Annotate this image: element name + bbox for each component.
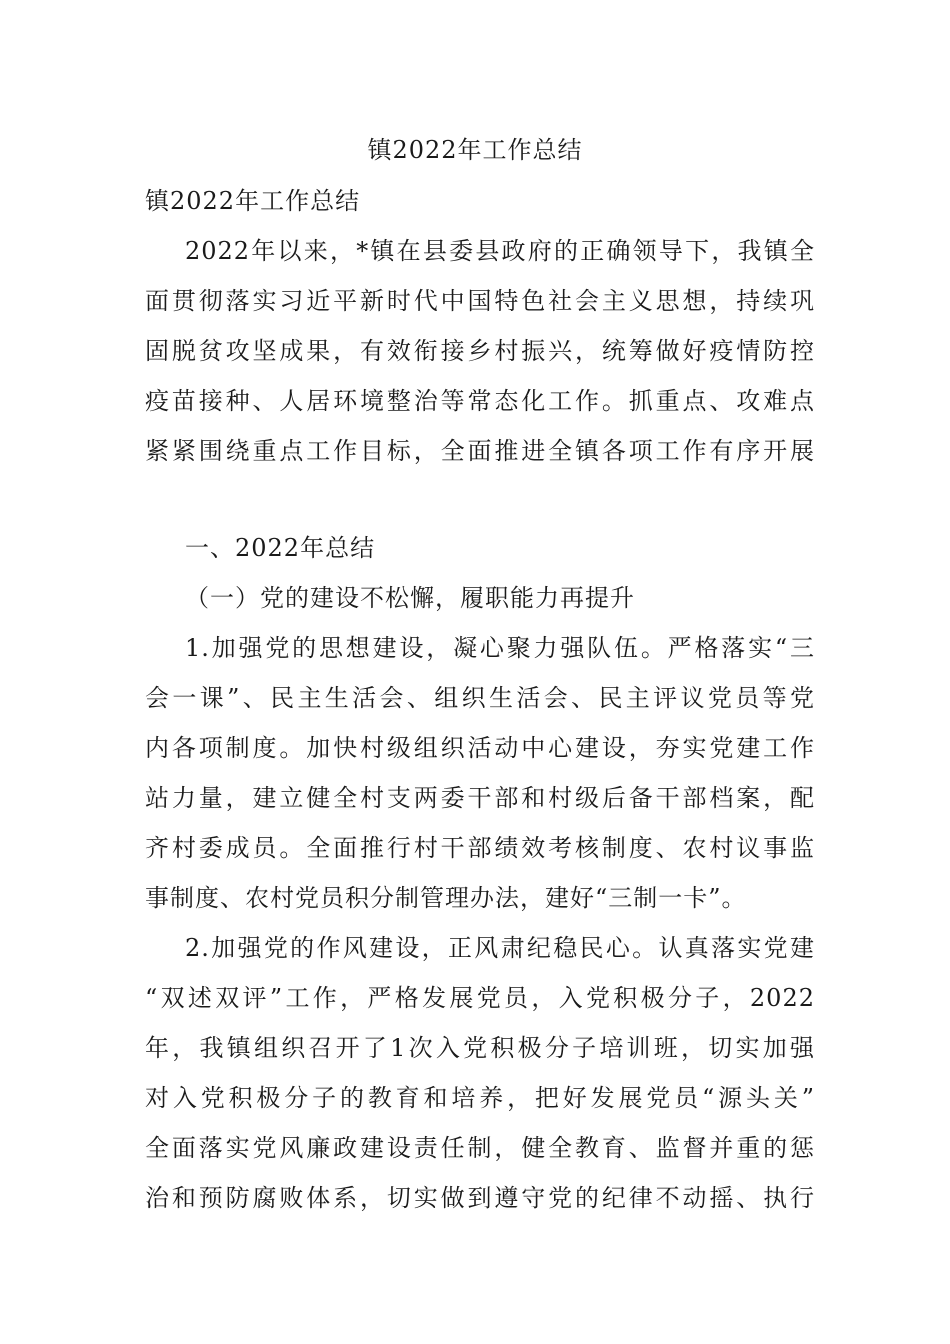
paragraph-line: 对入党积极分子的教育和培养，把好发展党员“源头关”	[145, 1084, 815, 1112]
paragraph-line: 年，我镇组织召开了1次入党积极分子培训班，切实加强	[145, 1034, 815, 1062]
section-heading: 一、2022年总结	[185, 534, 376, 562]
document-subtitle: 镇2022年工作总结	[145, 187, 361, 215]
paragraph-line: 内各项制度。加快村级组织活动中心建设，夯实党建工作	[145, 734, 815, 762]
paragraph-line: 全面落实党风廉政建设责任制，健全教育、监督并重的惩	[145, 1134, 815, 1162]
paragraph-line: 面贯彻落实习近平新时代中国特色社会主义思想，持续巩	[145, 287, 815, 315]
paragraph-line: 紧紧围绕重点工作目标，全面推进全镇各项工作有序开展	[145, 437, 815, 465]
paragraph-line: “双述双评”工作，严格发展党员，入党积极分子，2022	[145, 984, 815, 1012]
paragraph-line: 站力量，建立健全村支两委干部和村级后备干部档案，配	[145, 784, 815, 812]
paragraph-line: 2022年以来，*镇在县委县政府的正确领导下，我镇全	[185, 237, 815, 265]
paragraph-line: 治和预防腐败体系，切实做到遵守党的纪律不动摇、执行	[145, 1184, 815, 1212]
paragraph-line: 齐村委成员。全面推行村干部绩效考核制度、农村议事监	[145, 834, 815, 862]
paragraph-line: 固脱贫攻坚成果，有效衔接乡村振兴，统筹做好疫情防控	[145, 337, 815, 365]
paragraph-line: 2.加强党的作风建设，正风肃纪稳民心。认真落实党建	[185, 934, 815, 962]
document-title: 镇2022年工作总结	[367, 136, 583, 164]
paragraph-line: 疫苗接种、人居环境整治等常态化工作。抓重点、攻难点	[145, 387, 815, 415]
paragraph-line: 事制度、农村党员积分制管理办法，建好“三制一卡”。	[145, 884, 747, 912]
paragraph-line: 1.加强党的思想建设，凝心聚力强队伍。严格落实“三	[185, 634, 815, 662]
subsection-heading: （一）党的建设不松懈，履职能力再提升	[185, 584, 635, 612]
paragraph-line: 会一课”、民主生活会、组织生活会、民主评议党员等党	[145, 684, 815, 712]
